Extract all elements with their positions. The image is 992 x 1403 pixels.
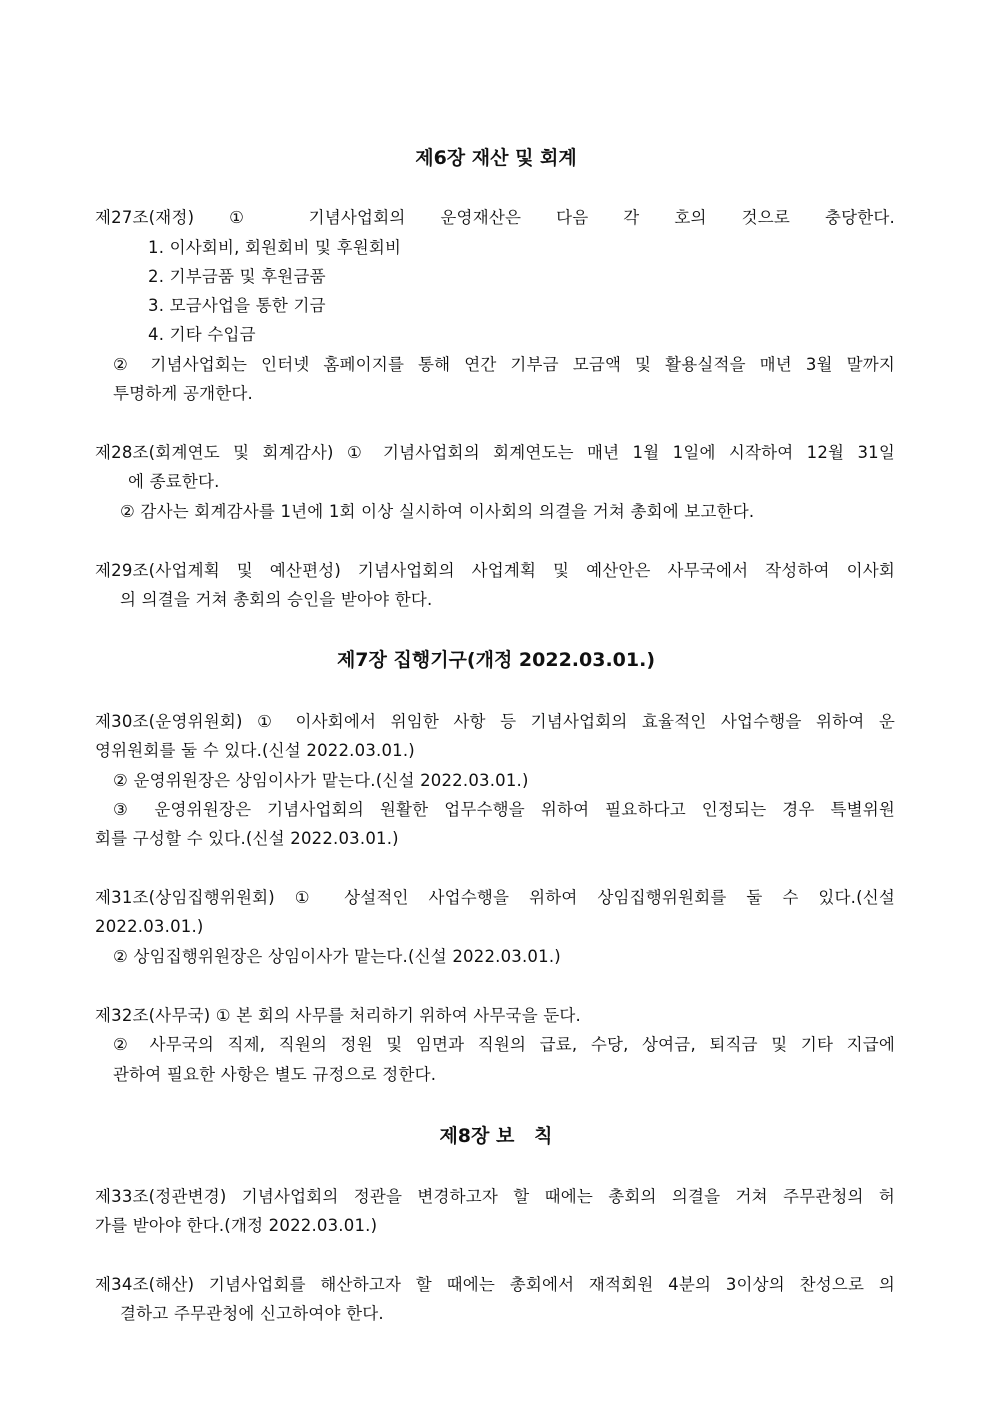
article-31-line-1: 제31조(상임집행위원회) ① 상설적인 사업수행을 위하여 상임집행위원회를 둘 수 있다.(신설 [95, 888, 895, 907]
article-28-paragraph-2: ② 감사는 회계감사를 1년에 1회 이상 실시하여 이사회의 의결을 거쳐 총회에 보고한다. [120, 502, 755, 521]
article-27-item-4: 4. 기타 수입금 [148, 325, 256, 344]
article-32-paragraph-2-line-2: 관하여 필요한 사항은 별도 규정으로 정한다. [113, 1065, 437, 1084]
article-27-item-2: 2. 기부금품 및 후원금품 [148, 267, 326, 286]
article-33-line-2: 가를 받아야 한다.(개정 2022.03.01.) [95, 1216, 378, 1235]
article-33-line-1: 제33조(정관변경) 기념사업회의 정관을 변경하고자 할 때에는 총회의 의결을 거쳐 주무관청의 허 [95, 1187, 895, 1206]
article-27-item-1: 1. 이사회비, 회원회비 및 후원회비 [148, 238, 402, 257]
article-29-line-1: 제29조(사업계획 및 예산편성) 기념사업회의 사업계획 및 예산안은 사무국에서 작성하여 이사회 [95, 561, 895, 580]
article-30-line-1: 제30조(운영위원회) ① 이사회에서 위임한 사항 등 기념사업회의 효율적인 사업수행을 위하여 운 [95, 712, 895, 731]
article-32-line-1: 제32조(사무국) ① 본 회의 사무를 처리하기 위하여 사무국을 둔다. [95, 1006, 582, 1025]
article-27-item-3: 3. 모금사업을 통한 기금 [148, 296, 326, 315]
article-32-paragraph-2-line-1: ② 사무국의 직제, 직원의 정원 및 임면과 직원의 급료, 수당, 상여금, 퇴직금 및 기타 지급에 [113, 1035, 895, 1054]
article-34-line-2: 결하고 주무관청에 신고하여야 한다. [120, 1304, 384, 1323]
article-31-paragraph-2: ② 상임집행위원장은 상임이사가 맡는다.(신설 2022.03.01.) [113, 947, 561, 966]
article-30-paragraph-2: ② 운영위원장은 상임이사가 맡는다.(신설 2022.03.01.) [113, 771, 529, 790]
article-31-line-2: 2022.03.01.) [95, 917, 204, 936]
article-34-line-1: 제34조(해산) 기념사업회를 해산하고자 할 때에는 총회에서 재적회원 4분의 3이상의 찬성으로 의 [95, 1275, 895, 1294]
article-28-line-2: 에 종료한다. [128, 472, 220, 491]
chapter-8-heading: 제8장 보 칙 [439, 1125, 553, 1147]
article-28-line-1: 제28조(회계연도 및 회계감사) ① 기념사업회의 회계연도는 매년 1월 1일에 시작하여 12월 31일 [95, 443, 895, 462]
article-30-paragraph-3-line-1: ③ 운영위원장은 기념사업회의 원활한 업무수행을 위하여 필요하다고 인정되는 경우 특별위원 [113, 800, 895, 819]
article-27-paragraph-2-line-1: ② 기념사업회는 인터넷 홈페이지를 통해 연간 기부금 모금액 및 활용실적을 매년 3월 말까지 [113, 355, 895, 374]
article-29-line-2: 의 의결을 거쳐 총회의 승인을 받아야 한다. [120, 590, 433, 609]
article-27-paragraph-2-line-2: 투명하게 공개한다. [113, 384, 254, 403]
chapter-7-heading: 제7장 집행기구(개정 2022.03.01.) [336, 649, 656, 671]
article-30-paragraph-3-line-2: 회를 구성할 수 있다.(신설 2022.03.01.) [95, 829, 399, 848]
article-27-line-1: 제27조(재정) ① 기념사업회의 운영재산은 다음 각 호의 것으로 충당한다. [95, 208, 895, 227]
chapter-6-heading: 제6장 재산 및 회계 [415, 147, 577, 169]
article-30-line-2: 영위원회를 둘 수 있다.(신설 2022.03.01.) [95, 741, 415, 760]
